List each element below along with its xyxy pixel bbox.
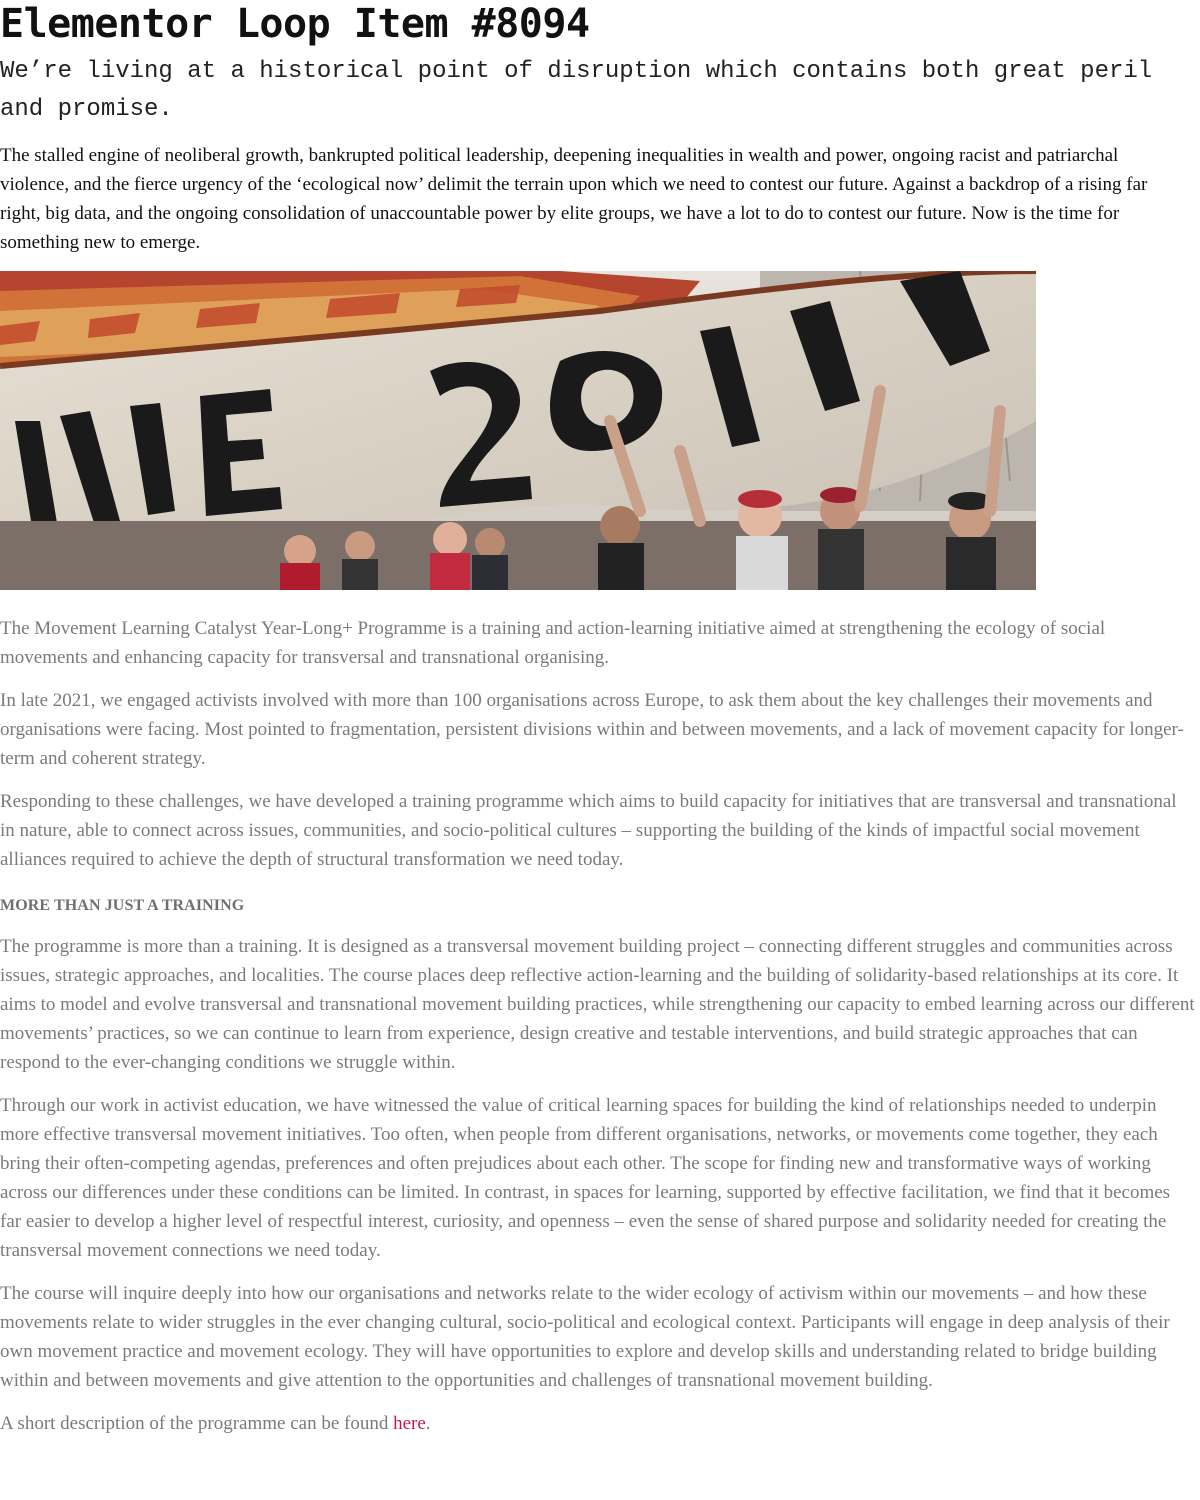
footer-suffix: .	[425, 1413, 431, 1434]
paragraph: Responding to these challenges, we have developed a training programme which aims to build capacity for initiatives that are transversal and transnational in nature, able to connect across issues, communities, and socio-political cultures – supporting the building of the kinds of impactful social movement alliances required to achieve the depth of structural transformation we need today.	[0, 791, 1177, 870]
programme-description-link[interactable]: here	[393, 1413, 426, 1434]
paragraph: The programme is more than a training. It is designed as a transversal movement building project – connecting different struggles and communities across issues, strategic approaches, and localities. The course places deep reflective action-learning and the building of solidarity-based relationships at its core. It aims to model and evolve transversal and transnational movement building practices, while strengthening our capacity to embed learning across our different movements’ practices, so we can continue to learn from experience, design creative and testable interventions, and build strategic approaches that can respond to the ever-changing conditions we struggle within.	[0, 936, 1195, 1073]
main-content	[0, 614, 1195, 1452]
hero-image	[0, 271, 1036, 590]
page-title: Elementor Loop Item #8094	[0, 1, 590, 47]
paragraph: The Movement Learning Catalyst Year-Long+ Programme is a training and action-learning initiative aimed at strengthening the ecology of social movements and enhancing capacity for transversal and transnational organising.	[0, 618, 1106, 668]
paragraph: The course will inquire deeply into how our organisations and networks relate to the wider ecology of activism within our movements – and how these movements relate to wider struggles in the ever changing cultural, socio-political and ecological context. Participants will engage in deep analysis of their own movement practice and movement ecology. They will have opportunities to explore and develop skills and understanding related to bridge building within and between movements and give attention to the opportunities and challenges of transnational movement building.	[0, 1283, 1170, 1391]
lead-text: We’re living at a historical point of disruption which contains both great peril and promise.	[0, 58, 1153, 123]
paragraph: Through our work in activist education, we have witnessed the value of critical learning spaces for building the kind of relationships needed to underpin more effective transversal movement initiatives. Too often, when people from different organisations, networks, or movements come together, they each bring their often-competing agendas, preferences and often prejudices about each other. The scope for finding new and transformative ways of working across our differences under these conditions can be limited. In contrast, in spaces for learning, supported by effective facilitation, we find that it becomes far easier to develop a higher level of respectful interest, curiosity, and openness – even the sense of shared purpose and solidarity needed for creating the transversal movement connections we need today.	[0, 1095, 1171, 1261]
intro-paragraph: The stalled engine of neoliberal growth, bankrupted political leadership, deepening inequalities in wealth and power, ongoing racist and patriarchal violence, and the fierce urgency of the ‘ecological now’ delimit the terrain upon which we need to contest our future. Against a backdrop of a rising far right, big data, and the ongoing consolidation of unaccountable power by elite groups, we have a lot to do to contest our future. Now is the time for something new to emerge.	[0, 145, 1148, 253]
footer-paragraph	[0, 1409, 1195, 1438]
paragraph: In late 2021, we engaged activists involved with more than 100 organisations across Europe, to ask them about the key challenges their movements and organisations were facing. Most pointed to fragmentation, persistent divisions within and between movements, and a lack of movement capacity for longer-term and coherent strategy.	[0, 690, 1184, 769]
footer-text: A short description of the programme can be found	[0, 1413, 394, 1434]
protest-banner-photo	[0, 271, 1036, 590]
section-heading: MORE THAN JUST A TRAINING	[0, 897, 245, 914]
